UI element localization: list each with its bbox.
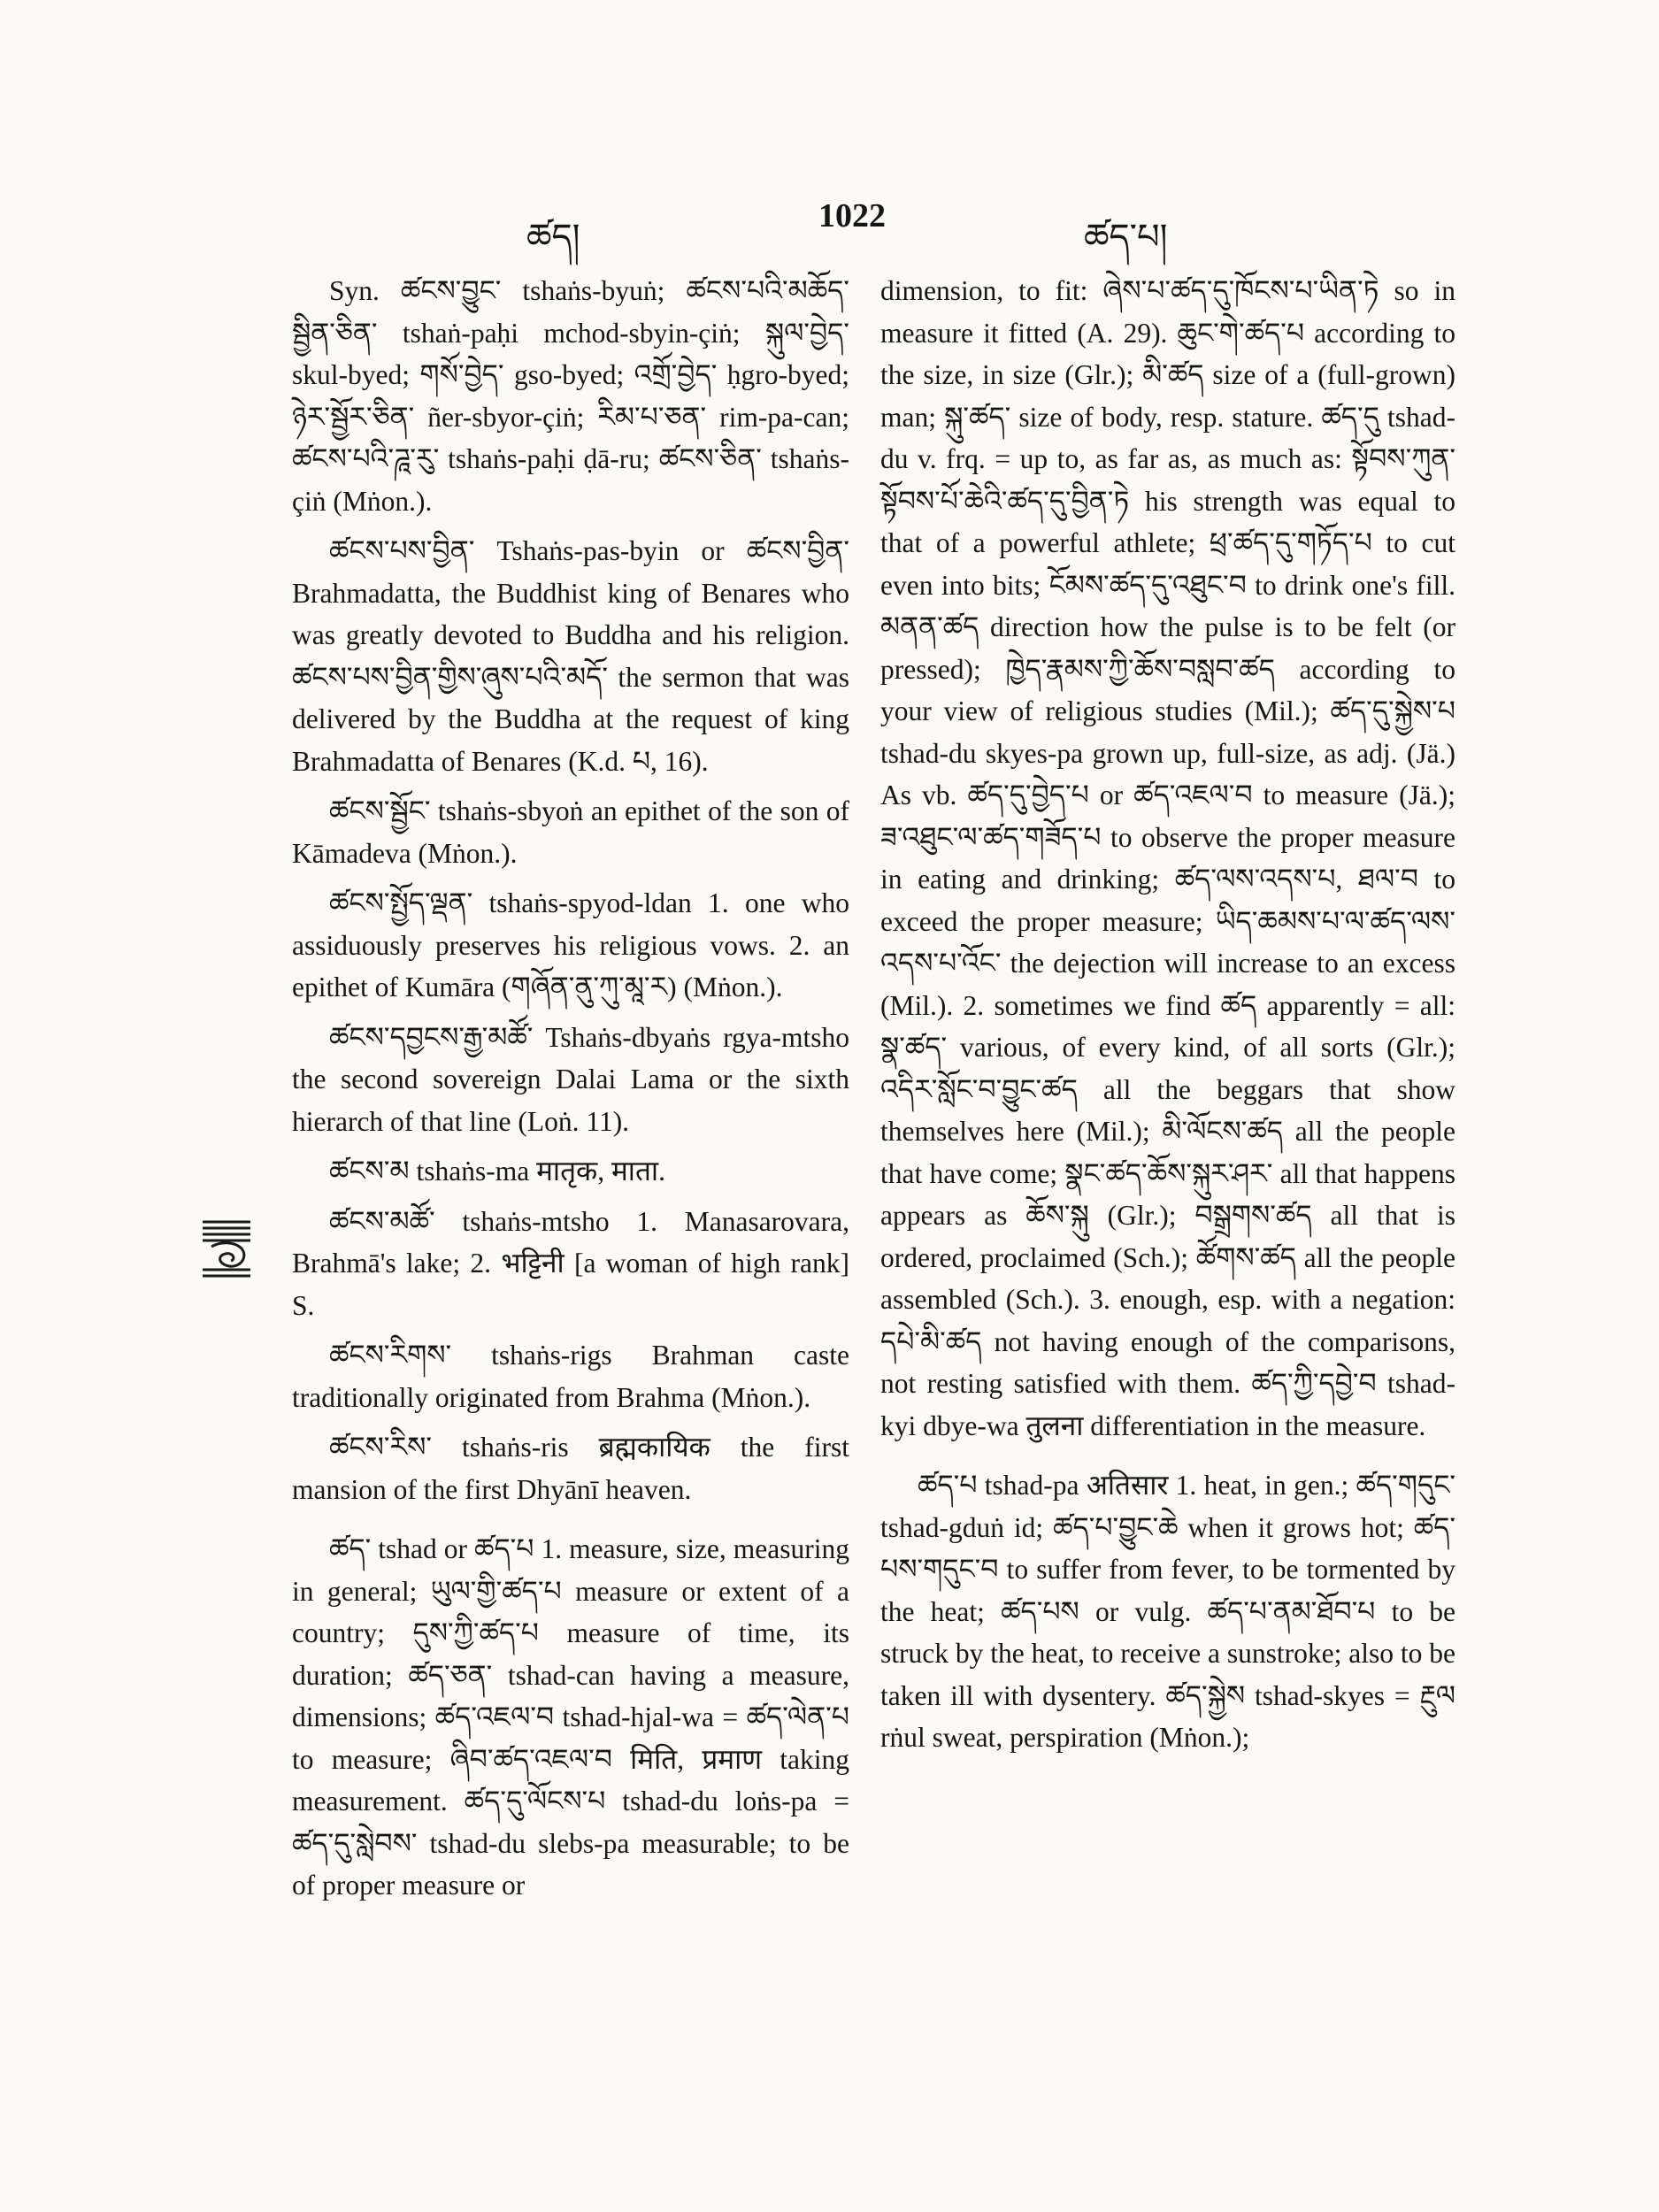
dictionary-entry-tshangs-ma: ཚངས་མ tshaṅs-ma मातृक, माता.	[329, 1156, 665, 1187]
running-head-left: ཚད།	[526, 217, 580, 257]
dictionary-entry-tshad-pa: ཚད་པ tshad-pa अतिसार 1. heat, in gen.; ཚད་གདུང་ tshad-gduṅ id; ཚད་པ་བྱུང་ཆེ when it grows hot; ཚད་པས་གདུང་བ to suffer from fever, to be tormented by the heat; ཚད་པས or vulg. ཚད་པ་ནམ་ཐོབ་པ to be struck by the heat, to receive a sunstroke; also to be taken ill with dysentery. ཚད་སྐྱེས tshad-skyes = རྔུལ rṅul sweat, perspiration (Mṅon.);	[880, 1470, 1455, 1753]
dictionary-entry-tshangs-rigs: ཚངས་རིགས་ tshaṅs-rigs Brahman caste traditionally originated from Brahma (Mṅon.).	[292, 1340, 849, 1413]
left-column	[292, 270, 849, 1915]
dictionary-entry-tshangs-sbyong: ཚངས་སྦྱོང་ tshaṅs-sbyoṅ an epithet of the son of Kāmadeva (Mṅon.).	[292, 795, 849, 869]
dictionary-entry-tshangs-spyod-ldan: ཚངས་སྤྱོད་ལྡན་ tshaṅs-spyod-ldan 1. one who assiduously preserves his religious vows. 2. an epithet of Kumāra (གཞོན་ནུ་ཀུ་མཱ་ར) (Mṅon.).	[292, 887, 849, 1002]
dictionary-entry-tshangs-dbyangs: ཚངས་དབྱངས་རྒྱ་མཚོ་ Tshaṅs-dbyaṅs rgya-mtsho the second sovereign Dalai Lama or the sixth hierarch of that line (Loṅ. 11).	[292, 1021, 849, 1137]
dictionary-entry-tshangs-pas-byin: ཚངས་པས་བྱིན་ Tshaṅs-pas-byin or ཚངས་བྱིན་ Brahmadatta, the Buddhist king of Benares who was greatly devoted to Buddha and his religion. ཚངས་པས་བྱིན་གྱིས་ཞུས་པའི་མདོ་ the sermon that was delivered by the Buddha at the request of king Brahmadatta of Benares (K.d. པ, 16).	[292, 535, 849, 777]
dictionary-entry-tshad-continued: dimension, to fit: ཞེས་པ་ཚད་དུ་ཁོངས་པ་ཡིན་ཏེ so in measure it fitted (A. 29). ཆུང་གེ་ཚད་པ according to the size, in size (Glr.); མི་ཚད size of a (full-grown) man; སྐུ་ཚད་ size of body, resp. stature. ཚད་དུ tshad-du v. frq. = up to, as far as, as much as: སྟོབས་ཀུན་སྟོབས་པོ་ཆེའི་ཚད་དུ་བྱིན་ཏེ his strength was equal to that of a powerful athlete; ཕྲ་ཚད་དུ་གཏོད་པ to cut even into bits; ངོམས་ཚད་དུ་འཐུང་བ to drink one's fill. མནན་ཚད direction how the pulse is to be felt (or pressed); ཁྱེད་རྣམས་ཀྱི་ཆོས་བསླབ་ཚད according to your view of religious studies (Mil.); ཚད་དུ་སྐྱེས་པ tshad-du skyes-pa grown up, full-size, as adj. (Jä.) As vb. ཚད་དུ་བྱེད་པ or ཚད་འཇལ་བ to measure (Jä.); ཟ་འཐུང་ལ་ཚད་གཟོད་པ to observe the proper measure in eating and drinking; ཚད་ལས་འདས་པ, ཐལ་བ to exceed the proper measure; ཡིད་ཆམས་པ་ལ་ཚད་ལས་འདས་པ་འོང་ the dejection will increase to an excess (Mil.). 2. sometimes we find ཚད apparently = all: སྣ་ཚད་ various, of every kind, of all sorts (Glr.); འདིར་སློང་བ་བྱུང་ཚད all the beggars that show themselves here (Mil.); མི་ལོངས་ཚད all the people that have come; སྣང་ཚད་ཆོས་སྐུར་ཤར་ all that happens appears as ཆོས་སྐུ (Glr.); བསྒྲགས་ཚད all that is ordered, proclaimed (Sch.); ཚོགས་ཚད all the people assembled (Sch.). 3. enough, esp. with a negation: དཔེ་མི་ཚད not having enough of the comparisons, not resting satisfied with them. ཚད་ཀྱི་དབྱེ་བ tshad-kyi dbye-wa तुलना differentiation in the measure.	[880, 275, 1455, 1441]
tsha-ornament-icon	[199, 1217, 254, 1286]
page-header	[0, 196, 1659, 257]
dictionary-entry-tshangs-ris: ཚངས་རིས་ tshaṅs-ris ब्रह्मकायिक the first mansion of the first Dhyānī heaven.	[292, 1432, 849, 1505]
dictionary-entry-syn: Syn. ཚངས་བྱུང་ tshaṅs-byuṅ; ཚངས་པའི་མཆོད་སྦྱིན་ཅིན་ tshaṅ-paḥi mchod-sbyin-çiṅ; སྐུལ་བྱེད་ skul-byed; གསོ་བྱེད་ gso-byed; འགྲོ་བྱེད་ ḥgro-byed; ཉེར་སྦྱོར་ཅིན་ ñer-sbyor-çiṅ; རིམ་པ་ཅན་ rim-pa-can; ཚངས་པའི་ཌཱ་རུ་ tshaṅs-paḥi ḍā-ru; ཚངས་ཅིན་ tshaṅs-çiṅ (Mṅon.).	[292, 275, 849, 517]
running-head-right: ཚད་པ།	[1084, 217, 1168, 257]
page-number: 1022	[818, 197, 886, 234]
dictionary-entry-tshangs-mtsho: ཚངས་མཚོ་ tshaṅs-mtsho 1. Manasarovara, Brahmā's lake; 2. भट्टिनी [a woman of high rank] S.	[292, 1205, 849, 1321]
dictionary-entry-tshad: ཚད་ tshad or ཚད་པ 1. measure, size, measuring in general; ཡུལ་གྱི་ཚད་པ measure or extent of a country; དུས་ཀྱི་ཚད་པ measure of time, its duration; ཚད་ཅན་ tshad-can having a measure, dimensions; ཚད་འཇལ་བ tshad-hjal-wa = ཚད་ལེན་པ to measure; ཞིབ་ཚད་འཇལ་བ मिति, प्रमाण taking measurement. ཚད་དུ་ལོངས་པ tshad-du loṅs-pa = ཚད་དུ་སླེབས་ tshad-du slebs-pa measurable; to be of proper measure or	[292, 1533, 849, 1901]
right-column	[880, 270, 1455, 1767]
